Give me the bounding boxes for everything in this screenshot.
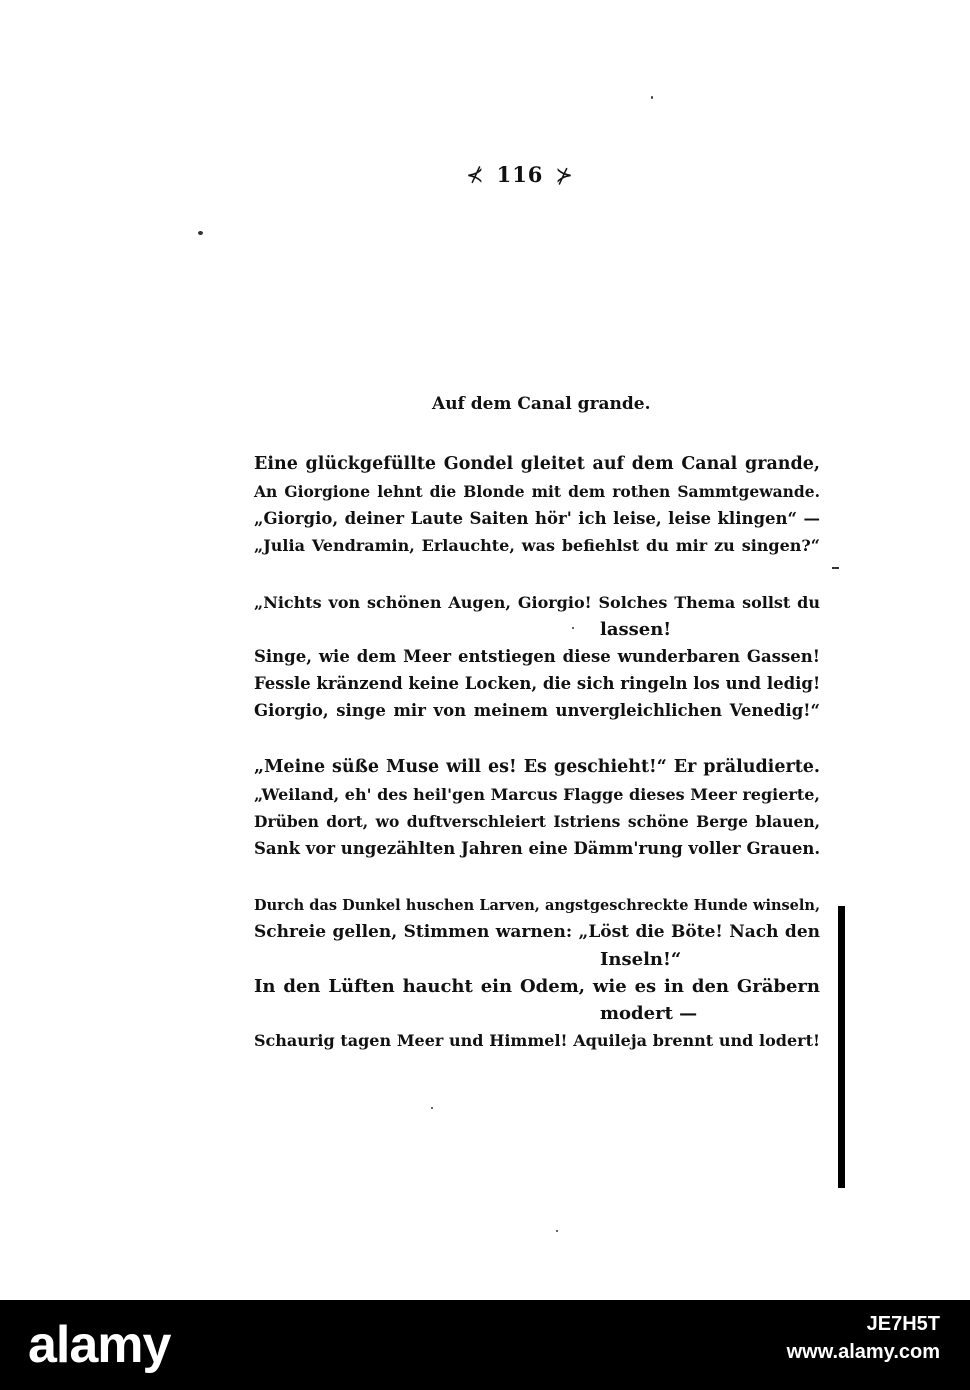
page-number-text: 116 — [496, 162, 544, 187]
poem-line-continuation: modert — — [600, 1003, 698, 1024]
poem-line: In den Lüften haucht ein Odem, wie es in den Gräbern — [254, 976, 820, 997]
poem-line: Eine glückgefüllte Gondel gleitet auf dem Canal grande, — [254, 454, 820, 474]
ink-speck — [431, 1107, 433, 1109]
poem-line: Schaurig tagen Meer und Himmel! Aquileja brennt und lodert! — [254, 1031, 820, 1050]
poem-line: Drüben dort, wo duftverschleiert Istriens schöne Berge blauen, — [254, 812, 820, 831]
stanza — [254, 589, 820, 724]
stanza — [254, 754, 820, 862]
poem-line: Giorgio, singe mir von meinem unvergleichlichen Venedig!“ — [254, 701, 820, 720]
poem-line-continuation: Inseln!“ — [600, 949, 682, 970]
poem-line: „Giorgio, deiner Laute Saiten hör' ich leise, leise klingen“ — — [254, 509, 820, 528]
poem-line: Schreie gellen, Stimmen warnen: „Löst die Böte! Nach den — [254, 922, 820, 942]
page-number — [0, 162, 970, 187]
ink-speck — [651, 96, 653, 99]
ornament-right: ⊁ — [555, 163, 575, 187]
watermark-footer — [0, 1300, 970, 1390]
ink-speck — [198, 231, 203, 235]
ink-speck — [556, 1230, 558, 1232]
poem-title: Auf dem Canal grande. — [432, 394, 651, 414]
ornament-left: ⊀ — [465, 163, 485, 187]
poem-line: „Weiland, eh' des heil'gen Marcus Flagge dieses Meer regierte, — [254, 785, 820, 804]
poem-line: Durch das Dunkel huschen Larven, angstgeschreckte Hunde winseln, — [254, 897, 820, 914]
poem-line: „Meine süße Muse will es! Es geschieht!“ Er präludierte. — [254, 757, 820, 777]
poem-line: Fessle kränzend keine Locken, die sich ringeln los und ledig! — [254, 674, 821, 693]
poem-body — [254, 451, 820, 1084]
stanza — [254, 892, 820, 1054]
image-id: JE7H5T — [866, 1313, 940, 1335]
stanza — [254, 451, 820, 559]
poem-line-continuation: lassen! — [600, 619, 672, 640]
alamy-logo: alamy — [28, 1316, 171, 1374]
scan-margin-bar — [838, 906, 845, 1188]
image-reference — [787, 1310, 940, 1366]
site-url: www.alamy.com — [786, 1341, 940, 1363]
poem-line: Sank vor ungezählten Jahren eine Dämm'rung voller Grauen. — [254, 839, 821, 858]
poem-line: An Giorgione lehnt die Blonde mit dem rothen Sammtgewande. — [254, 482, 820, 501]
ink-speck — [832, 567, 839, 569]
poem-line: „Nichts von schönen Augen, Giorgio! Solches Thema sollst du — [254, 593, 820, 612]
poem-line: „Julia Vendramin, Erlauchte, was befiehlst du mir zu singen?“ — [254, 536, 820, 555]
poem-line: Singe, wie dem Meer entstiegen diese wunderbaren Gassen! — [254, 647, 820, 666]
